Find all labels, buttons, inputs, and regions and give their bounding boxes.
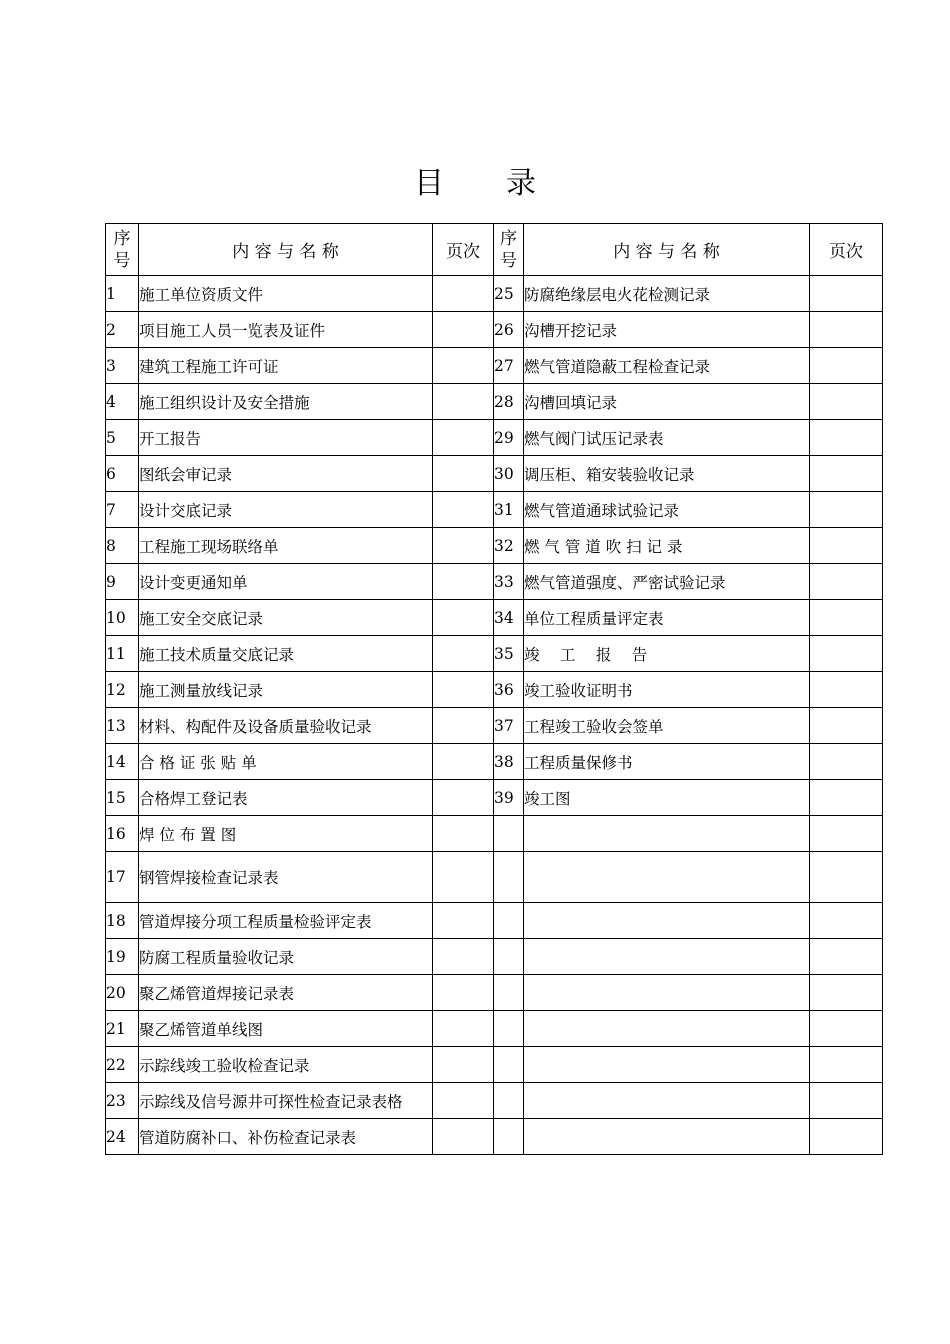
right-item-title: 沟槽回填记录 — [524, 384, 810, 420]
table-row — [106, 939, 883, 975]
right-item-title: 防腐绝缘层电火花检测记录 — [524, 276, 810, 312]
toc-table — [105, 223, 883, 1155]
left-item-number: 6 — [106, 456, 139, 492]
left-item-page — [433, 672, 494, 708]
table-row — [106, 600, 883, 636]
right-item-number: 37 — [494, 708, 524, 744]
right-item-page — [810, 672, 883, 708]
right-item-number: 34 — [494, 600, 524, 636]
right-item-title: 燃气阀门试压记录表 — [524, 420, 810, 456]
table-row — [106, 975, 883, 1011]
left-item-number: 12 — [106, 672, 139, 708]
title-char-2: 录 — [506, 166, 536, 201]
right-item-page — [810, 1011, 883, 1047]
table-row — [106, 636, 883, 672]
left-item-title: 示踪线竣工验收检查记录 — [139, 1047, 433, 1083]
title-char-1: 目 — [414, 166, 444, 201]
left-item-number: 8 — [106, 528, 139, 564]
left-item-number: 17 — [106, 852, 139, 903]
left-item-number: 13 — [106, 708, 139, 744]
right-item-page — [810, 276, 883, 312]
left-item-page — [433, 744, 494, 780]
right-item-title: 燃气管道强度、严密试验记录 — [524, 564, 810, 600]
right-item-page — [810, 348, 883, 384]
table-row — [106, 348, 883, 384]
right-item-page — [810, 939, 883, 975]
left-item-number: 20 — [106, 975, 139, 1011]
left-item-title: 图纸会审记录 — [139, 456, 433, 492]
table-row — [106, 420, 883, 456]
right-item-title: 竣工验收证明书 — [524, 672, 810, 708]
right-item-page — [810, 564, 883, 600]
right-item-number: 25 — [494, 276, 524, 312]
header-page-right: 页次 — [810, 224, 883, 276]
right-item-number: 28 — [494, 384, 524, 420]
right-item-title — [524, 1083, 810, 1119]
left-item-page — [433, 852, 494, 903]
right-item-title — [524, 852, 810, 903]
table-row — [106, 492, 883, 528]
table-row — [106, 780, 883, 816]
right-item-title — [524, 939, 810, 975]
left-item-page — [433, 492, 494, 528]
right-item-title: 沟槽开挖记录 — [524, 312, 810, 348]
page-title — [0, 158, 950, 202]
table-row — [106, 564, 883, 600]
right-item-number: 29 — [494, 420, 524, 456]
table-row — [106, 816, 883, 852]
left-item-page — [433, 903, 494, 939]
table-row — [106, 672, 883, 708]
left-item-number: 16 — [106, 816, 139, 852]
left-item-page — [433, 420, 494, 456]
left-item-page — [433, 708, 494, 744]
right-item-title: 竣工图 — [524, 780, 810, 816]
left-item-title: 建筑工程施工许可证 — [139, 348, 433, 384]
toc-body — [106, 224, 883, 1155]
header-content-right: 内 容 与 名 称 — [524, 224, 810, 276]
left-item-number: 14 — [106, 744, 139, 780]
right-item-number: 35 — [494, 636, 524, 672]
right-item-page — [810, 780, 883, 816]
right-item-page — [810, 1083, 883, 1119]
right-item-number — [494, 816, 524, 852]
right-item-number — [494, 852, 524, 903]
left-item-number: 22 — [106, 1047, 139, 1083]
left-item-number: 21 — [106, 1011, 139, 1047]
left-item-title: 合 格 证 张 贴 单 — [139, 744, 433, 780]
left-item-number: 19 — [106, 939, 139, 975]
right-item-number: 27 — [494, 348, 524, 384]
left-item-number: 1 — [106, 276, 139, 312]
right-item-title — [524, 1011, 810, 1047]
right-item-number: 26 — [494, 312, 524, 348]
right-item-page — [810, 903, 883, 939]
header-seq-right: 序 号 — [494, 224, 524, 276]
left-item-title: 设计变更通知单 — [139, 564, 433, 600]
left-item-title: 项目施工人员一览表及证件 — [139, 312, 433, 348]
right-item-title — [524, 975, 810, 1011]
right-item-number — [494, 1083, 524, 1119]
table-row — [106, 708, 883, 744]
left-item-page — [433, 384, 494, 420]
table-row — [106, 1047, 883, 1083]
right-item-page — [810, 708, 883, 744]
left-item-page — [433, 1011, 494, 1047]
table-row — [106, 384, 883, 420]
table-row — [106, 276, 883, 312]
right-item-page — [810, 312, 883, 348]
right-item-number: 30 — [494, 456, 524, 492]
left-item-page — [433, 816, 494, 852]
left-item-title: 开工报告 — [139, 420, 433, 456]
header-content: 内 容 与 名 称 — [139, 224, 433, 276]
right-item-page — [810, 528, 883, 564]
right-item-number — [494, 975, 524, 1011]
right-item-title: 燃气管道通球试验记录 — [524, 492, 810, 528]
table-row — [106, 1119, 883, 1155]
left-item-page — [433, 636, 494, 672]
right-item-number — [494, 903, 524, 939]
header-page: 页次 — [433, 224, 494, 276]
right-item-page — [810, 420, 883, 456]
left-item-title: 示踪线及信号源井可探性检查记录表格 — [139, 1083, 433, 1119]
left-item-title: 管道防腐补口、补伤检查记录表 — [139, 1119, 433, 1155]
right-item-title — [524, 816, 810, 852]
left-item-title: 合格焊工登记表 — [139, 780, 433, 816]
left-item-page — [433, 528, 494, 564]
left-item-number: 3 — [106, 348, 139, 384]
left-item-title: 施工组织设计及安全措施 — [139, 384, 433, 420]
right-item-number — [494, 1011, 524, 1047]
left-item-title: 焊 位 布 置 图 — [139, 816, 433, 852]
table-row — [106, 1083, 883, 1119]
right-item-title: 燃气管道隐蔽工程检查记录 — [524, 348, 810, 384]
right-item-page — [810, 744, 883, 780]
left-item-page — [433, 1119, 494, 1155]
left-item-number: 15 — [106, 780, 139, 816]
right-item-number: 39 — [494, 780, 524, 816]
right-item-number — [494, 1047, 524, 1083]
table-row — [106, 852, 883, 903]
right-item-number: 36 — [494, 672, 524, 708]
left-item-number: 18 — [106, 903, 139, 939]
left-item-number: 5 — [106, 420, 139, 456]
left-item-page — [433, 600, 494, 636]
right-item-page — [810, 1047, 883, 1083]
left-item-page — [433, 276, 494, 312]
right-item-number: 32 — [494, 528, 524, 564]
right-item-number: 38 — [494, 744, 524, 780]
right-item-page — [810, 636, 883, 672]
right-item-title: 工程竣工验收会签单 — [524, 708, 810, 744]
left-item-title: 材料、构配件及设备质量验收记录 — [139, 708, 433, 744]
left-item-page — [433, 1083, 494, 1119]
right-item-page — [810, 1119, 883, 1155]
right-item-page — [810, 456, 883, 492]
right-item-number — [494, 939, 524, 975]
right-item-title — [524, 1047, 810, 1083]
left-item-number: 24 — [106, 1119, 139, 1155]
left-item-title: 管道焊接分项工程质量检验评定表 — [139, 903, 433, 939]
left-item-page — [433, 975, 494, 1011]
left-item-title: 聚乙烯管道焊接记录表 — [139, 975, 433, 1011]
left-item-page — [433, 939, 494, 975]
table-row — [106, 744, 883, 780]
left-item-number: 11 — [106, 636, 139, 672]
left-item-number: 10 — [106, 600, 139, 636]
left-item-page — [433, 564, 494, 600]
right-item-number: 33 — [494, 564, 524, 600]
right-item-title: 竣 工 报 告 — [524, 636, 810, 672]
right-item-title: 单位工程质量评定表 — [524, 600, 810, 636]
left-item-page — [433, 348, 494, 384]
left-item-number: 9 — [106, 564, 139, 600]
table-row — [106, 528, 883, 564]
left-item-number: 4 — [106, 384, 139, 420]
right-item-title: 工程质量保修书 — [524, 744, 810, 780]
left-item-title: 防腐工程质量验收记录 — [139, 939, 433, 975]
left-item-title: 聚乙烯管道单线图 — [139, 1011, 433, 1047]
left-item-title: 施工测量放线记录 — [139, 672, 433, 708]
header-seq: 序 号 — [106, 224, 139, 276]
right-item-page — [810, 384, 883, 420]
table-row — [106, 1011, 883, 1047]
table-row — [106, 312, 883, 348]
left-item-title: 设计交底记录 — [139, 492, 433, 528]
left-item-title: 施工安全交底记录 — [139, 600, 433, 636]
left-item-number: 7 — [106, 492, 139, 528]
left-item-page — [433, 456, 494, 492]
header-row — [106, 224, 883, 276]
left-item-title: 施工技术质量交底记录 — [139, 636, 433, 672]
table-row — [106, 903, 883, 939]
right-item-page — [810, 975, 883, 1011]
left-item-number: 23 — [106, 1083, 139, 1119]
right-item-title: 燃 气 管 道 吹 扫 记 录 — [524, 528, 810, 564]
left-item-number: 2 — [106, 312, 139, 348]
right-item-number: 31 — [494, 492, 524, 528]
right-item-number — [494, 1119, 524, 1155]
right-item-page — [810, 600, 883, 636]
left-item-title: 工程施工现场联络单 — [139, 528, 433, 564]
right-item-page — [810, 816, 883, 852]
left-item-title: 钢管焊接检查记录表 — [139, 852, 433, 903]
table-row — [106, 456, 883, 492]
left-item-page — [433, 780, 494, 816]
right-item-page — [810, 852, 883, 903]
right-item-title — [524, 903, 810, 939]
right-item-title: 调压柜、箱安装验收记录 — [524, 456, 810, 492]
right-item-page — [810, 492, 883, 528]
right-item-title — [524, 1119, 810, 1155]
left-item-title: 施工单位资质文件 — [139, 276, 433, 312]
left-item-page — [433, 312, 494, 348]
left-item-page — [433, 1047, 494, 1083]
